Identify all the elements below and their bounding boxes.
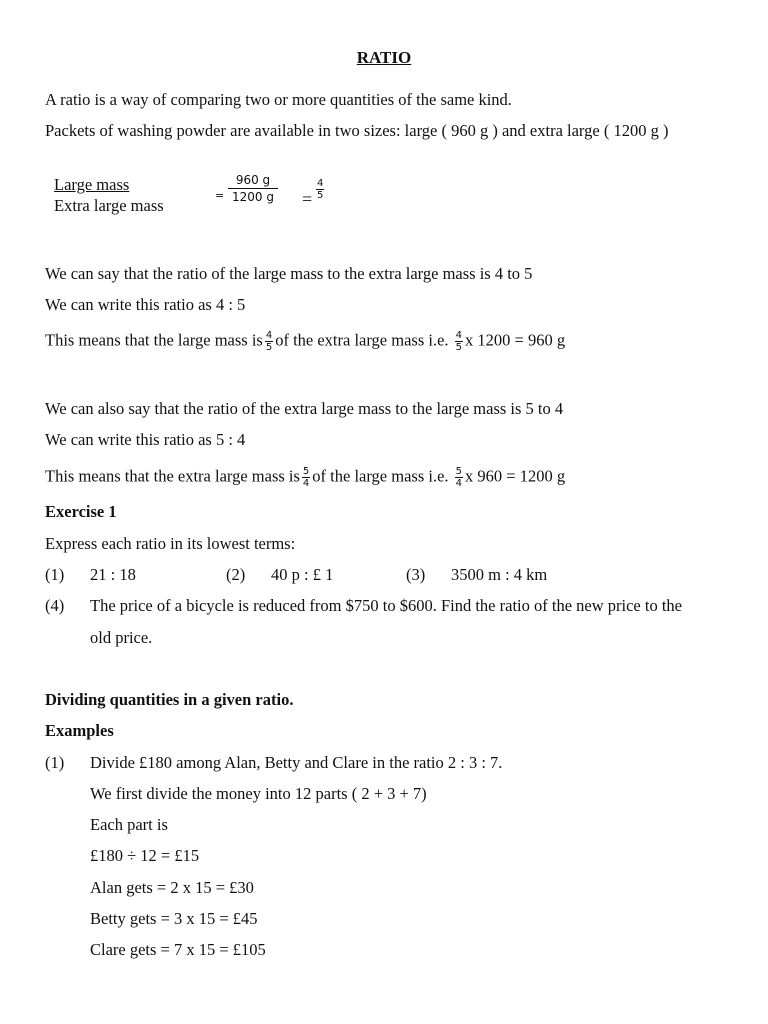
para1-line-3 [45,330,565,353]
intro-line-2: Packets of washing powder are available in two sizes: large ( 960 g ) and extra large ( 1200 g ) [45,121,669,140]
fraction-960-over-1200 [226,172,280,205]
fraction-denominator: 4 [455,478,463,489]
dividing-heading: Dividing quantities in a given ratio. [45,690,294,709]
exercise-item-2-number: (2) [226,565,246,584]
text-segment: x 960 = 1200 g [465,466,566,486]
para1-line-2: We can write this ratio as 4 : 5 [45,295,246,314]
fraction-numerator: 4 [455,330,463,341]
fraction-4-over-5 [314,178,326,201]
exercise-item-4-line-1: The price of a bicycle is reduced from $750 to $600. Find the ratio of the new price to the [90,596,682,615]
example-line: Alan gets = 2 x 15 = £30 [90,878,254,897]
fraction-numerator: 960 g [228,172,278,189]
equals-sign-2: = [302,189,313,209]
exercise-item-4-number: (4) [45,596,65,615]
para2-line-3 [45,466,565,489]
para2-line-2: We can write this ratio as 5 : 4 [45,430,246,449]
para2-line-1: We can also say that the ratio of the extra large mass to the large mass is 5 to 4 [45,399,564,418]
text-segment: This means that the large mass is [45,330,263,350]
examples-heading: Examples [45,721,114,740]
fraction-denominator: 5 [265,342,273,353]
example-line: Betty gets = 3 x 15 = £45 [90,909,258,928]
fraction-numerator: 4 [317,178,324,189]
example-line: Divide £180 among Alan, Betty and Clare in the ratio 2 : 3 : 7. [90,753,503,772]
intro-line-1: A ratio is a way of comparing two or more quantities of the same kind. [45,90,512,109]
fraction-numerator: 5 [455,466,463,477]
exercise-item-1-text: 21 : 18 [90,565,136,584]
text-segment: of the extra large mass i.e. [275,330,449,350]
exercise-item-4-line-2: old price. [90,628,153,647]
ratio-label-top: Large mass [54,175,130,194]
example-line: £180 ÷ 12 = £15 [90,846,200,865]
equals-sign-1: = [215,189,225,202]
fraction-numerator: 4 [265,330,273,341]
exercise-item-3-text: 3500 m : 4 km [451,565,548,584]
exercise-item-3-number: (3) [406,565,426,584]
fraction-numerator: 5 [302,466,310,477]
page-title: RATIO [356,48,412,67]
fraction-denominator: 5 [455,342,463,353]
text-segment: x 1200 = 960 g [465,330,566,350]
exercise-item-2-text: 40 p : £ 1 [271,565,334,584]
ratio-label-bottom: Extra large mass [54,196,164,215]
exercise-heading: Exercise 1 [45,502,117,521]
para1-line-1: We can say that the ratio of the large mass to the extra large mass is 4 to 5 [45,264,533,283]
fraction-denominator: 1200 g [232,190,274,204]
example-line: Clare gets = 7 x 15 = £105 [90,940,266,959]
example-line: We first divide the money into 12 parts ( 2 + 3 + 7) [90,784,427,803]
exercise-instruction: Express each ratio in its lowest terms: [45,534,296,553]
exercise-item-1-number: (1) [45,565,65,584]
example-1-number: (1) [45,753,65,772]
example-line: Each part is [90,815,168,834]
text-segment: This means that the extra large mass is [45,466,300,486]
fraction-denominator: 5 [317,190,324,201]
fraction-denominator: 4 [302,478,310,489]
text-segment: of the large mass i.e. [312,466,449,486]
